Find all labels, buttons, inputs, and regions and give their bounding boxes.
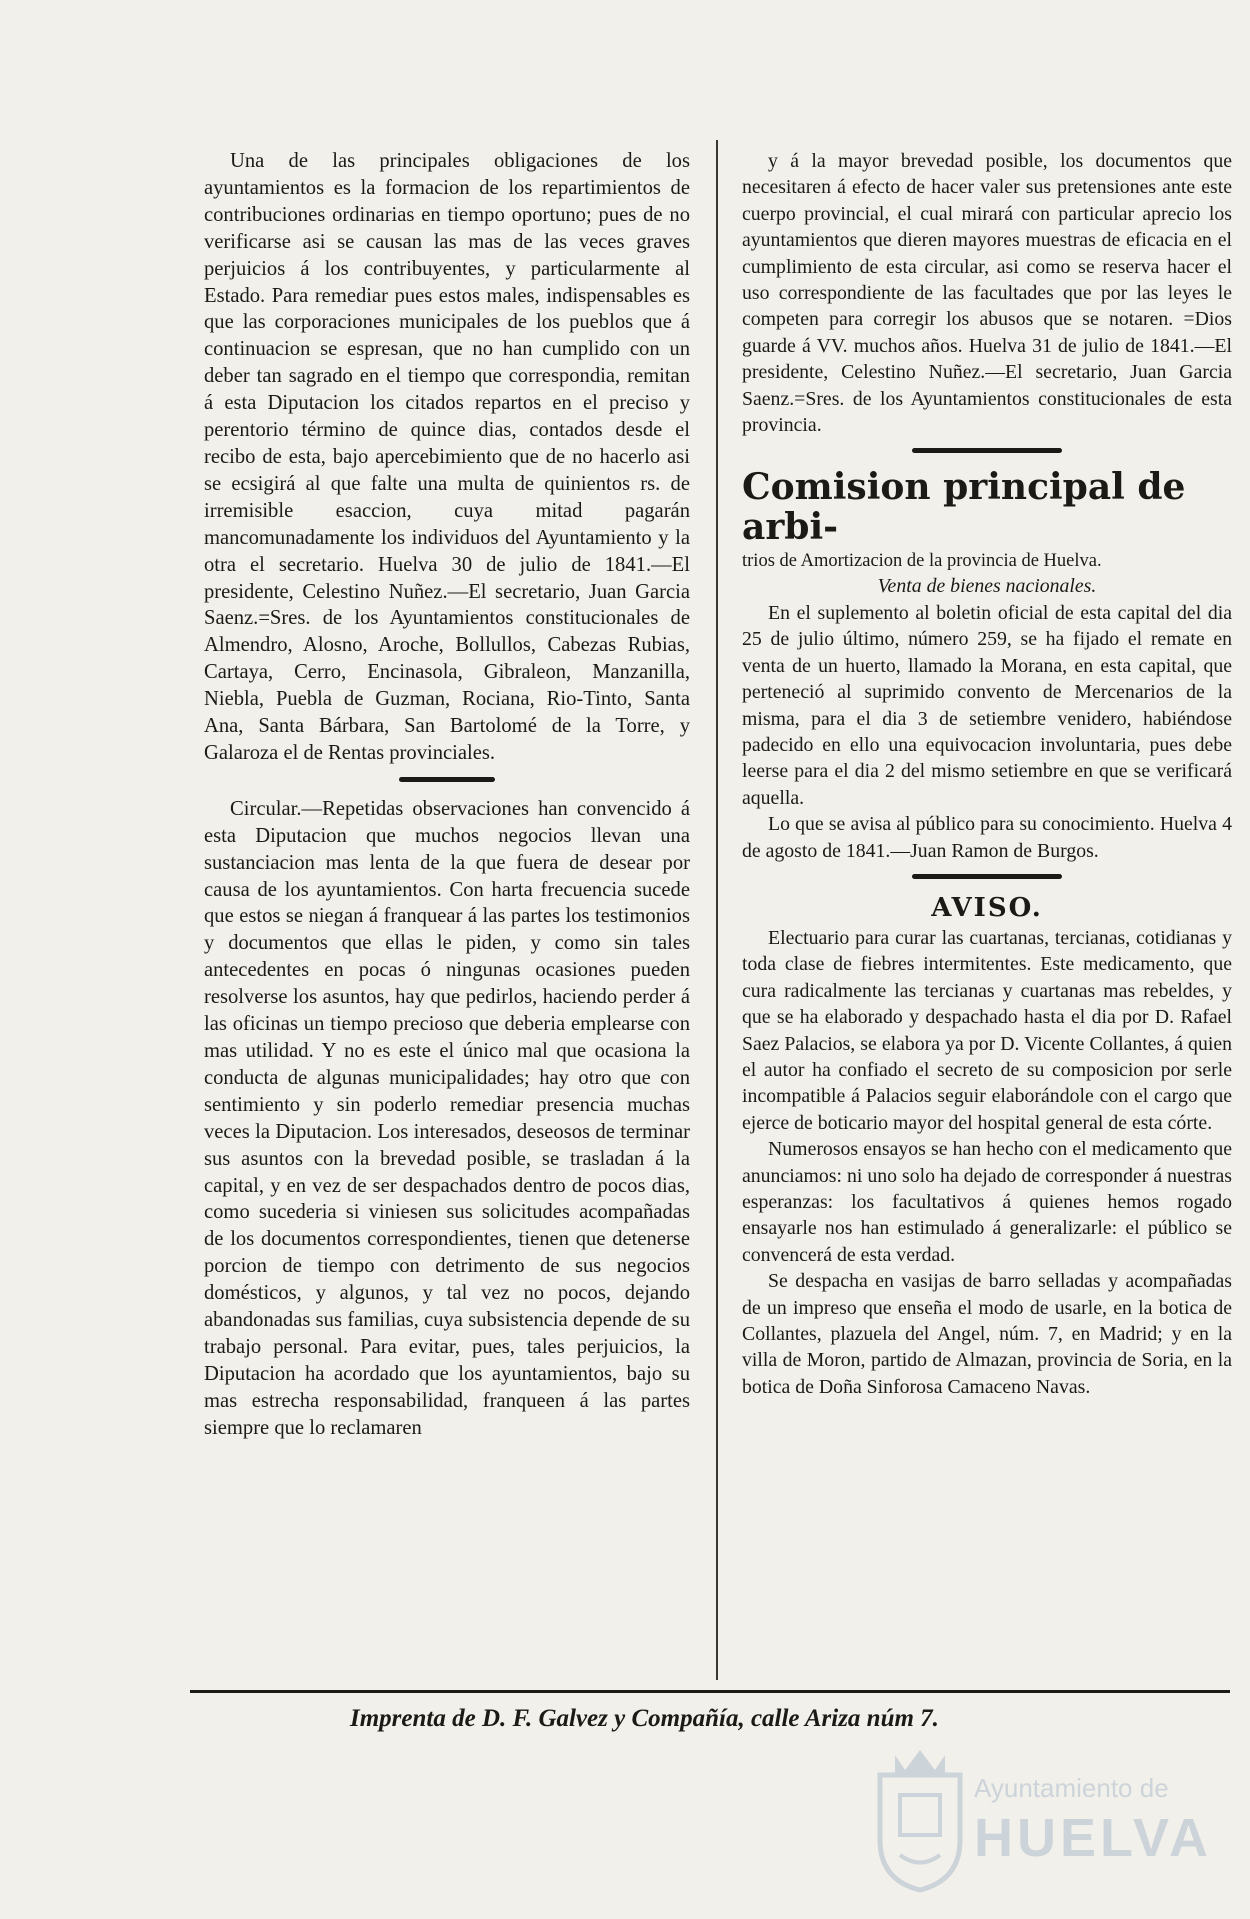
section-subheading: trios de Amortizacion de la provincia de Huelva.	[742, 551, 1102, 572]
paragraph-venta: En el suplemento al boletin oficial de esta capital del dia 25 de julio último, número 259, se ha fijado el remate en venta de un huerto, llamado la Morana, en esta capital, que perteneció al suprimido convento de Mercenarios de la misma, para el dia 3 de setiembre venidero, habiéndose padecido en ello una equivocacion involuntaria, pues debe leerse para el dia 2 del mismo setiembre en que se verificará aquella.	[742, 601, 1232, 809]
section-divider	[912, 874, 1062, 879]
right-column	[742, 148, 1232, 1400]
watermark	[870, 1745, 1250, 1905]
paragraph-circular-continued: y á la mayor brevedad posible, los documentos que necesitaren á efecto de hacer valer sus pretensiones ante este cuerpo provincial, el cual mirará con particular aprecio los ayuntamientos que dieren mayores muestras de eficacia en el cumplimiento de esta circular, asi como se reserva hacer el uso correspondiente de las facultades que por las leyes le competen para corregir los abusos que se notaren. =Dios guarde á VV. muchos años. Huelva 31 de julio de 1841.—El presidente, Celestino Nuñez.—El secretario, Juan Garcia Saenz.=Sres. de los Ayuntamientos constitucionales de esta provincia.	[742, 150, 1232, 437]
paragraph-repartimientos: Una de las principales obligaciones de los ayuntamientos es la formacion de los repartimientos de contribuciones ordinarias en tiempo oportuno; pues de no verificarse asi se causan las mas de las veces graves perjuicios á los contribuyentes, y particularmente al Estado. Para remediar pues estos males, indispensables es que las corporaciones municipales de los pueblos que á continuacion se espresan, que no han cumplido con un deber tan sagrado en el tiempo que correspondia, remitan á esta Diputacion los citados repartos en el preciso y perentorio término de quince dias, contados desde el recibo de esta, bajo apercebimiento que de no hacerlo asi se ecsigirá al que falte una multa de quinientos rs. de irremisible esaccion, cuya mitad pagarán mancomunadamente los individuos del Ayuntamiento y la otra el secretario. Huelva 30 de julio de 1841.—El presidente, Celestino Nuñez.—El secretario, Juan Garcia Saenz.=Sres. de los Ayuntamientos constitucionales de Almendro, Alosno, Aroche, Bollullos, Cabezas Rubias, Cartaya, Cerro, Encinasola, Gibraleon, Manzanilla, Niebla, Puebla de Guzman, Rociana, Rio-Tinto, Santa Ana, Santa Bárbara, San Bartolomé de la Torre, y Galaroza el de Rentas provinciales.	[204, 150, 690, 764]
paragraph-aviso-publico: Lo que se avisa al público para su conocimiento. Huelva 4 de agosto de 1841.—Juan Ramon de Burgos.	[742, 813, 1232, 862]
footer-rule	[190, 1690, 1230, 1693]
section-title: Venta de bienes nacionales.	[877, 575, 1097, 598]
watermark-line1: Ayuntamiento de	[974, 1773, 1169, 1803]
watermark-line2: HUELVA	[974, 1808, 1212, 1868]
imprint-line: Imprenta de D. F. Galvez y Compañía, calle Ariza núm 7.	[350, 1705, 939, 1732]
paragraph-electuario: Electuario para curar las cuartanas, tercianas, cotidianas y toda clase de fiebres intermitentes. Este medicamento, que cura radicalmente las tercianas y cuartanas mas rebeldes, y que se ha elaborado y despachado hasta el dia por D. Rafael Saez Palacios, se elabora ya por D. Vicente Collantes, á quien el autor ha confiado el secreto de su composicion por serle incompatible á Palacios seguir elaborándole con el cargo que ejerce de boticario mayor del hospital general de esta córte.	[742, 926, 1232, 1134]
section-heading: Comision principal de arbi-	[742, 466, 1186, 549]
section-divider	[399, 777, 495, 782]
aviso-title: AVISO.	[931, 892, 1043, 923]
paragraph-ensayos: Numerosos ensayos se han hecho con el medicamento que anunciamos: ni uno solo ha dejado de corresponder á nuestras esperanzas: los facultativos á quienes hemos rogado ensayarle nos han estimulado á generalizarle: el público se convencerá de esta verdad.	[742, 1138, 1232, 1266]
coat-of-arms-icon	[870, 1745, 970, 1895]
paragraph-despacho: Se despacha en vasijas de barro selladas y acompañadas de un impreso que enseña el modo de usarle, en la botica de Collantes, plazuela del Angel, núm. 7, en Madrid; y en la villa de Moron, partido de Almazan, provincia de Soria, en la botica de Doña Sinforosa Camaceno Navas.	[742, 1270, 1232, 1398]
section-divider	[912, 448, 1062, 453]
left-column	[204, 148, 690, 1442]
column-divider	[716, 140, 718, 1680]
paragraph-circular: Circular.—Repetidas observaciones han convencido á esta Diputacion que muchos negocios llevan una sustanciacion mas lenta de la que fuera de desear por causa de los ayuntamientos. Con harta frecuencia sucede que estos se niegan á franquear á las partes los testimonios y documentos que ellas le piden, y como sin tales antecedentes en pocas ó ningunas ocasiones pueden resolverse los asuntos, hay que pedirlos, haciendo perder á las oficinas un tiempo precioso que deberia emplearse con mas utilidad. Y no es este el único mal que ocasiona la conducta de algunas municipalidades; hay otro que con sentimiento y sin poderlo remediar presencia muchas veces la Diputacion. Los interesados, deseosos de terminar sus asuntos con la brevedad posible, se trasladan á la capital, y en vez de ser despachados dentro de pocos dias, como sucederia si viniesen sus solicitudes acompañadas de los documentos correspondientes, tienen que detenerse porcion de tiempo con detrimento de sus negocios domésticos, y algunos, y tal vez no pocos, dejando abandonadas sus familias, cuya subsistencia depende de su trabajo personal. Para evitar, pues, tales perjuicios, la Diputacion ha acordado que los ayuntamientos, bajo su mas estrecha responsabilidad, franqueen á las partes siempre que lo reclamaren	[204, 797, 690, 1439]
